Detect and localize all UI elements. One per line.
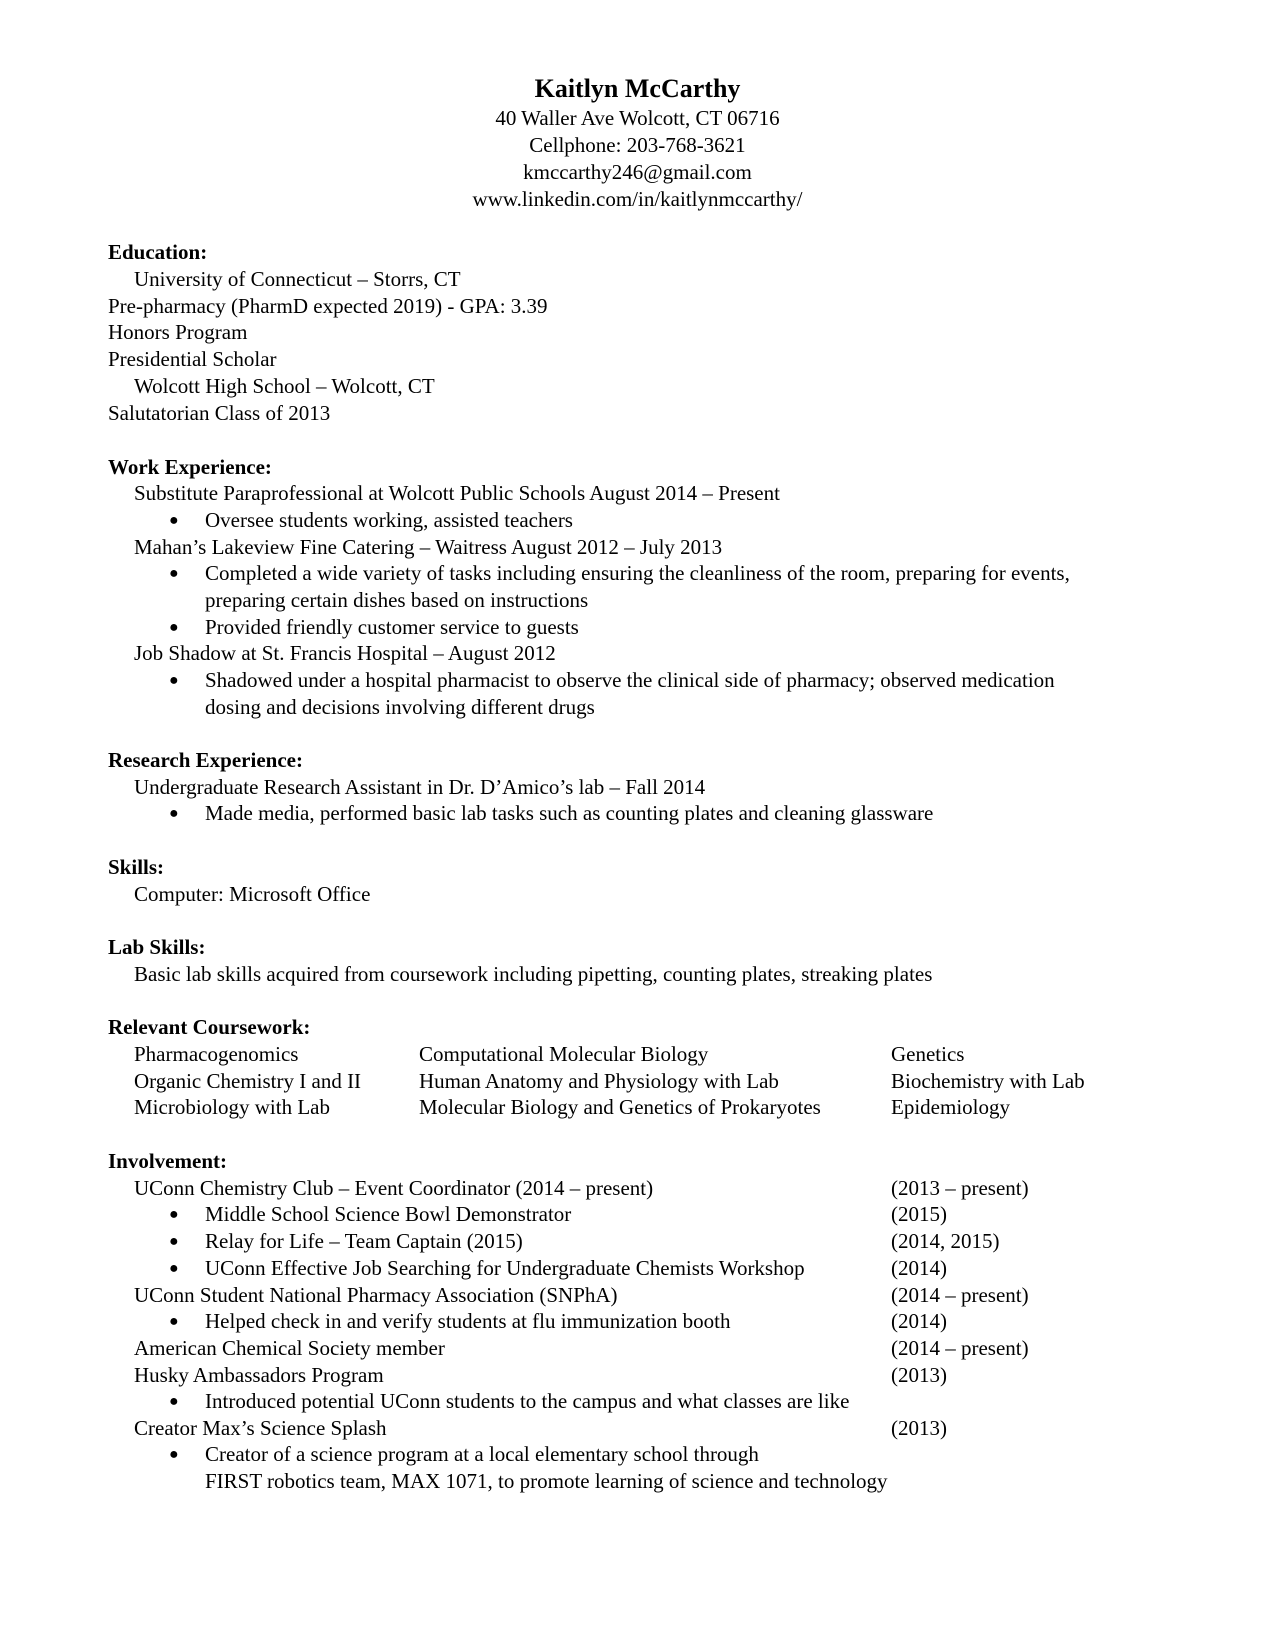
involvement-date: (2015) <box>891 1202 947 1226</box>
involvement-subitem: Relay for Life – Team Captain (2015) <box>205 1229 523 1253</box>
involvement-subitem-continued: FIRST robotics team, MAX 1071, to promote learning of science and technology <box>205 1469 888 1493</box>
involvement-date: (2014 – present) <box>891 1283 1029 1307</box>
job-bullet-continued: preparing certain dishes based on instructions <box>205 588 589 612</box>
involvement-subitem: Middle School Science Bowl Demonstrator <box>205 1202 572 1226</box>
job-title: Substitute Paraprofessional at Wolcott Public Schools August 2014 – Present <box>134 481 780 505</box>
involvement-item: UConn Chemistry Club – Event Coordinator (2014 – present) <box>134 1176 654 1200</box>
research-heading: Research Experience: <box>108 748 303 772</box>
email: kmccarthy246@gmail.com <box>523 160 752 184</box>
education-line: Presidential Scholar <box>108 347 277 371</box>
course-item: Genetics <box>891 1042 965 1066</box>
phone: Cellphone: 203-768-3621 <box>529 133 746 157</box>
job-bullet-continued: dosing and decisions involving different drugs <box>205 695 595 719</box>
bullet-icon: ● <box>169 565 179 582</box>
involvement-item: Creator Max’s Science Splash <box>134 1416 387 1440</box>
involvement-date: (2013 – present) <box>891 1176 1029 1200</box>
work-heading: Work Experience: <box>108 455 272 479</box>
lab-skills-line: Basic lab skills acquired from coursework including pipetting, counting plates, streaking plates <box>134 962 933 986</box>
involvement-date: (2014, 2015) <box>891 1229 1000 1253</box>
lab-skills-heading: Lab Skills: <box>108 935 206 959</box>
bullet-icon: ● <box>169 805 179 822</box>
resume-name: Kaitlyn McCarthy <box>534 74 741 103</box>
education-heading: Education: <box>108 240 208 264</box>
involvement-date: (2013) <box>891 1363 947 1387</box>
job-bullet: Shadowed under a hospital pharmacist to observe the clinical side of pharmacy; observed medication <box>205 668 1055 692</box>
job-title: Mahan’s Lakeview Fine Catering – Waitress August 2012 – July 2013 <box>134 535 723 559</box>
course-item: Epidemiology <box>891 1095 1010 1119</box>
involvement-item: Husky Ambassadors Program <box>134 1363 384 1387</box>
course-item: Organic Chemistry I and II <box>134 1069 362 1093</box>
bullet-icon: ● <box>169 1313 179 1330</box>
involvement-date: (2014) <box>891 1256 947 1280</box>
course-item: Computational Molecular Biology <box>419 1042 709 1066</box>
bullet-icon: ● <box>169 672 179 689</box>
course-item: Microbiology with Lab <box>134 1095 330 1119</box>
involvement-subitem: Creator of a science program at a local elementary school through <box>205 1442 759 1466</box>
bullet-icon: ● <box>169 1233 179 1250</box>
bullet-icon: ● <box>169 619 179 636</box>
education-line: Pre-pharmacy (PharmD expected 2019) - GPA: 3.39 <box>108 294 548 318</box>
job-bullet: Provided friendly customer service to guests <box>205 615 579 639</box>
linkedin-url: www.linkedin.com/in/kaitlynmccarthy/ <box>472 187 803 211</box>
job-bullet: Completed a wide variety of tasks including ensuring the cleanliness of the room, preparing for events, <box>205 561 1070 585</box>
address: 40 Waller Ave Wolcott, CT 06716 <box>495 106 780 130</box>
bullet-icon: ● <box>169 1446 179 1463</box>
involvement-date: (2013) <box>891 1416 947 1440</box>
involvement-date: (2014) <box>891 1309 947 1333</box>
involvement-date: (2014 – present) <box>891 1336 1029 1360</box>
involvement-subitem: Introduced potential UConn students to the campus and what classes are like <box>205 1389 850 1413</box>
education-line: Salutatorian Class of 2013 <box>108 401 331 425</box>
course-item: Human Anatomy and Physiology with Lab <box>419 1069 779 1093</box>
bullet-icon: ● <box>169 1393 179 1410</box>
research-bullet: Made media, performed basic lab tasks such as counting plates and cleaning glassware <box>205 801 934 825</box>
education-line: Honors Program <box>108 320 248 344</box>
skills-heading: Skills: <box>108 855 165 879</box>
involvement-heading: Involvement: <box>108 1149 227 1173</box>
bullet-icon: ● <box>169 512 179 529</box>
involvement-item: UConn Student National Pharmacy Association (SNPhA) <box>134 1283 618 1307</box>
bullet-icon: ● <box>169 1206 179 1223</box>
education-line: University of Connecticut – Storrs, CT <box>134 267 461 291</box>
skills-line: Computer: Microsoft Office <box>134 882 371 906</box>
coursework-heading: Relevant Coursework: <box>108 1015 311 1039</box>
research-role: Undergraduate Research Assistant in Dr. D’Amico’s lab – Fall 2014 <box>134 775 706 799</box>
course-item: Pharmacogenomics <box>134 1042 299 1066</box>
bullet-icon: ● <box>169 1260 179 1277</box>
involvement-subitem: Helped check in and verify students at flu immunization booth <box>205 1309 731 1333</box>
involvement-subitem: UConn Effective Job Searching for Undergraduate Chemists Workshop <box>205 1256 805 1280</box>
job-title: Job Shadow at St. Francis Hospital – August 2012 <box>134 641 556 665</box>
course-item: Biochemistry with Lab <box>891 1069 1085 1093</box>
course-item: Molecular Biology and Genetics of Prokaryotes <box>419 1095 821 1119</box>
education-line: Wolcott High School – Wolcott, CT <box>134 374 435 398</box>
involvement-item: American Chemical Society member <box>134 1336 445 1360</box>
job-bullet: Oversee students working, assisted teachers <box>205 508 573 532</box>
